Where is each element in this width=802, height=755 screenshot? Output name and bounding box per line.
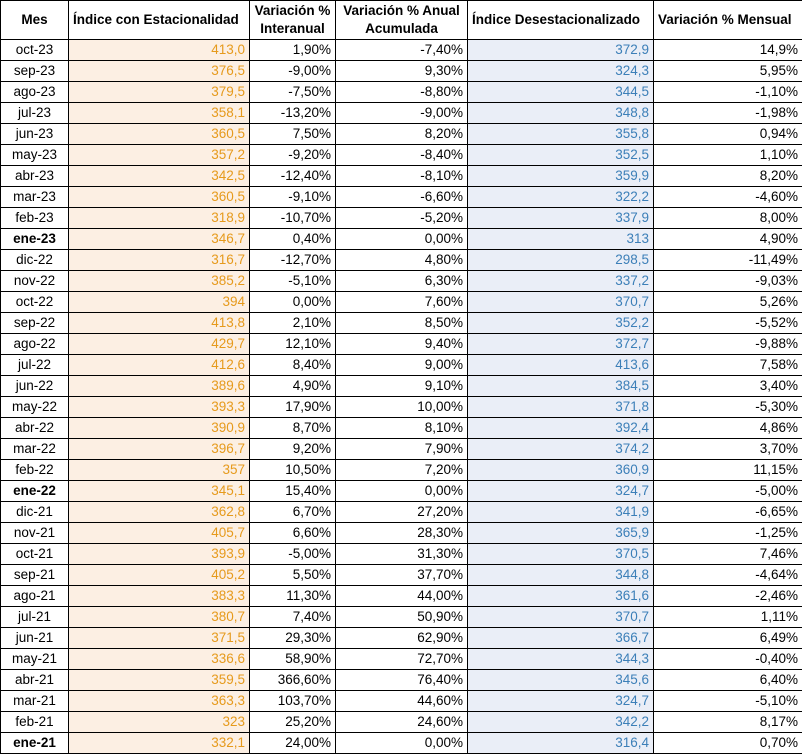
cell-mes[interactable]: oct-22	[1, 292, 69, 313]
table-row	[1, 733, 802, 754]
cell-desestacionalizado[interactable]: 365,9	[468, 523, 654, 544]
table-row	[1, 628, 802, 649]
cell-desestacionalizado[interactable]: 361,6	[468, 586, 654, 607]
cell-desestacionalizado[interactable]: 413,6	[468, 355, 654, 376]
cell-var-interanual[interactable]: -9,10%	[250, 187, 336, 208]
cell-indice[interactable]: 323	[69, 712, 250, 733]
cell-indice[interactable]: 385,2	[69, 271, 250, 292]
cell-indice[interactable]: 405,2	[69, 565, 250, 586]
cell-var-mensual[interactable]: 7,58%	[654, 355, 802, 376]
cell-var-mensual[interactable]: 11,15%	[654, 460, 802, 481]
cell-var-interanual[interactable]: 25,20%	[250, 712, 336, 733]
cell-var-mensual[interactable]: -6,65%	[654, 502, 802, 523]
cell-var-acumulada[interactable]: 50,90%	[336, 607, 468, 628]
cell-var-acumulada[interactable]: 7,60%	[336, 292, 468, 313]
cell-mes[interactable]: abr-21	[1, 670, 69, 691]
cell-var-interanual[interactable]: 2,10%	[250, 313, 336, 334]
cell-indice[interactable]: 376,5	[69, 61, 250, 82]
header-indice[interactable]: Índice con Estacionalidad	[69, 1, 250, 40]
cell-var-interanual[interactable]: 8,40%	[250, 355, 336, 376]
cell-var-mensual[interactable]: 1,10%	[654, 145, 802, 166]
cell-mes[interactable]: jul-21	[1, 607, 69, 628]
cell-var-mensual[interactable]: 14,9%	[654, 40, 802, 61]
cell-var-mensual[interactable]: 8,20%	[654, 166, 802, 187]
cell-mes[interactable]: abr-22	[1, 418, 69, 439]
cell-var-mensual[interactable]: 3,40%	[654, 376, 802, 397]
cell-desestacionalizado[interactable]: 344,3	[468, 649, 654, 670]
cell-desestacionalizado[interactable]: 360,9	[468, 460, 654, 481]
cell-desestacionalizado[interactable]: 384,5	[468, 376, 654, 397]
cell-desestacionalizado[interactable]: 345,6	[468, 670, 654, 691]
cell-var-interanual[interactable]: 7,50%	[250, 124, 336, 145]
cell-var-mensual[interactable]: -9,03%	[654, 271, 802, 292]
cell-var-acumulada[interactable]: 31,30%	[336, 544, 468, 565]
table-row	[1, 481, 802, 502]
cell-var-mensual[interactable]: 4,90%	[654, 229, 802, 250]
cell-var-acumulada[interactable]: 28,30%	[336, 523, 468, 544]
cell-var-mensual[interactable]: 4,86%	[654, 418, 802, 439]
cell-var-mensual[interactable]: 5,26%	[654, 292, 802, 313]
cell-indice[interactable]: 371,5	[69, 628, 250, 649]
cell-mes[interactable]: sep-21	[1, 565, 69, 586]
table-row	[1, 124, 802, 145]
cell-indice[interactable]: 332,1	[69, 733, 250, 754]
table-row	[1, 460, 802, 481]
cell-indice[interactable]: 358,1	[69, 103, 250, 124]
cell-desestacionalizado[interactable]: 392,4	[468, 418, 654, 439]
cell-indice[interactable]: 357	[69, 460, 250, 481]
cell-desestacionalizado[interactable]: 341,9	[468, 502, 654, 523]
cell-desestacionalizado[interactable]: 348,8	[468, 103, 654, 124]
cell-var-acumulada[interactable]: 8,50%	[336, 313, 468, 334]
cell-var-interanual[interactable]: -7,50%	[250, 82, 336, 103]
cell-var-interanual[interactable]: -10,70%	[250, 208, 336, 229]
cell-mes[interactable]: jun-23	[1, 124, 69, 145]
cell-var-interanual[interactable]: 9,20%	[250, 439, 336, 460]
cell-mes[interactable]: mar-23	[1, 187, 69, 208]
cell-indice[interactable]: 412,6	[69, 355, 250, 376]
table-row	[1, 103, 802, 124]
cell-desestacionalizado[interactable]: 371,8	[468, 397, 654, 418]
cell-desestacionalizado[interactable]: 352,5	[468, 145, 654, 166]
cell-desestacionalizado[interactable]: 370,7	[468, 292, 654, 313]
cell-var-interanual[interactable]: 4,90%	[250, 376, 336, 397]
cell-var-mensual[interactable]: -1,98%	[654, 103, 802, 124]
cell-desestacionalizado[interactable]: 374,2	[468, 439, 654, 460]
cell-var-interanual[interactable]: 8,70%	[250, 418, 336, 439]
cell-var-mensual[interactable]: -9,88%	[654, 334, 802, 355]
cell-var-interanual[interactable]: 17,90%	[250, 397, 336, 418]
cell-indice[interactable]: 346,7	[69, 229, 250, 250]
cell-var-interanual[interactable]: 0,00%	[250, 292, 336, 313]
cell-mes[interactable]: may-22	[1, 397, 69, 418]
table-row	[1, 607, 802, 628]
cell-desestacionalizado[interactable]: 352,2	[468, 313, 654, 334]
cell-mes[interactable]: nov-22	[1, 271, 69, 292]
cell-var-interanual[interactable]: 7,40%	[250, 607, 336, 628]
cell-var-interanual[interactable]: 12,10%	[250, 334, 336, 355]
cell-var-acumulada[interactable]: -8,10%	[336, 166, 468, 187]
table-row	[1, 61, 802, 82]
cell-mes[interactable]: ago-22	[1, 334, 69, 355]
cell-var-interanual[interactable]: 1,90%	[250, 40, 336, 61]
cell-mes[interactable]: mar-21	[1, 691, 69, 712]
cell-mes[interactable]: jun-21	[1, 628, 69, 649]
cell-mes[interactable]: oct-23	[1, 40, 69, 61]
cell-mes[interactable]: dic-21	[1, 502, 69, 523]
cell-var-interanual[interactable]: 58,90%	[250, 649, 336, 670]
table-row	[1, 523, 802, 544]
cell-var-mensual[interactable]: -5,30%	[654, 397, 802, 418]
cell-indice[interactable]: 362,8	[69, 502, 250, 523]
cell-var-acumulada[interactable]: 7,20%	[336, 460, 468, 481]
cell-var-interanual[interactable]: 0,40%	[250, 229, 336, 250]
cell-mes[interactable]: ene-23	[1, 229, 69, 250]
cell-var-interanual[interactable]: 103,70%	[250, 691, 336, 712]
cell-mes[interactable]: nov-21	[1, 523, 69, 544]
cell-var-acumulada[interactable]: -6,60%	[336, 187, 468, 208]
cell-var-acumulada[interactable]: -5,20%	[336, 208, 468, 229]
table-row	[1, 376, 802, 397]
table-body	[1, 40, 802, 754]
cell-var-interanual[interactable]: -9,20%	[250, 145, 336, 166]
cell-var-mensual[interactable]: -5,52%	[654, 313, 802, 334]
table-row	[1, 544, 802, 565]
cell-indice[interactable]: 380,7	[69, 607, 250, 628]
cell-var-acumulada[interactable]: 9,40%	[336, 334, 468, 355]
cell-indice[interactable]: 405,7	[69, 523, 250, 544]
cell-var-acumulada[interactable]: 9,10%	[336, 376, 468, 397]
cell-indice[interactable]: 379,5	[69, 82, 250, 103]
cell-var-interanual[interactable]: -5,10%	[250, 271, 336, 292]
cell-var-interanual[interactable]: 6,60%	[250, 523, 336, 544]
cell-indice[interactable]: 360,5	[69, 187, 250, 208]
cell-mes[interactable]: ago-23	[1, 82, 69, 103]
table-row	[1, 40, 802, 61]
cell-desestacionalizado[interactable]: 355,8	[468, 124, 654, 145]
table-row	[1, 208, 802, 229]
table-row	[1, 187, 802, 208]
cell-var-interanual[interactable]: -13,20%	[250, 103, 336, 124]
cell-indice[interactable]: 336,6	[69, 649, 250, 670]
table-row	[1, 418, 802, 439]
table-row	[1, 166, 802, 187]
cell-var-acumulada[interactable]: 0,00%	[336, 481, 468, 502]
cell-var-mensual[interactable]: 6,40%	[654, 670, 802, 691]
cell-mes[interactable]: may-21	[1, 649, 69, 670]
cell-var-mensual[interactable]: 8,17%	[654, 712, 802, 733]
cell-var-acumulada[interactable]: 4,80%	[336, 250, 468, 271]
cell-var-mensual[interactable]: 5,95%	[654, 61, 802, 82]
cell-var-acumulada[interactable]: 0,00%	[336, 733, 468, 754]
header-mes[interactable]: Mes	[1, 1, 69, 40]
cell-var-interanual[interactable]: 6,70%	[250, 502, 336, 523]
cell-mes[interactable]: feb-22	[1, 460, 69, 481]
table-row	[1, 355, 802, 376]
cell-var-mensual[interactable]: -0,40%	[654, 649, 802, 670]
cell-mes[interactable]: feb-23	[1, 208, 69, 229]
cell-mes[interactable]: jul-22	[1, 355, 69, 376]
cell-indice[interactable]: 360,5	[69, 124, 250, 145]
cell-var-interanual[interactable]: -12,40%	[250, 166, 336, 187]
cell-indice[interactable]: 345,1	[69, 481, 250, 502]
cell-var-acumulada[interactable]: 9,00%	[336, 355, 468, 376]
table-row	[1, 502, 802, 523]
cell-indice[interactable]: 393,3	[69, 397, 250, 418]
cell-indice[interactable]: 394	[69, 292, 250, 313]
cell-indice[interactable]: 316,7	[69, 250, 250, 271]
cell-var-acumulada[interactable]: 9,30%	[336, 61, 468, 82]
cell-indice[interactable]: 363,3	[69, 691, 250, 712]
table-row	[1, 82, 802, 103]
header-desestacionalizado[interactable]: Índice Desestacionalizado	[468, 1, 654, 40]
cell-var-interanual[interactable]: 11,30%	[250, 586, 336, 607]
cell-var-mensual[interactable]: 3,70%	[654, 439, 802, 460]
cell-var-interanual[interactable]: 15,40%	[250, 481, 336, 502]
cell-desestacionalizado[interactable]: 337,9	[468, 208, 654, 229]
cell-indice[interactable]: 413,0	[69, 40, 250, 61]
cell-indice[interactable]: 396,7	[69, 439, 250, 460]
header-var-acumulada[interactable]: Variación % Anual Acumulada	[336, 1, 468, 40]
cell-var-mensual[interactable]: -1,25%	[654, 523, 802, 544]
table-row	[1, 397, 802, 418]
cell-var-acumulada[interactable]: -9,00%	[336, 103, 468, 124]
table-row	[1, 334, 802, 355]
cell-var-mensual[interactable]: 1,11%	[654, 607, 802, 628]
header-var-interanual[interactable]: Variación % Interanual	[250, 1, 336, 40]
cell-var-mensual[interactable]: 0,70%	[654, 733, 802, 754]
cell-desestacionalizado[interactable]: 372,7	[468, 334, 654, 355]
cell-indice[interactable]: 359,5	[69, 670, 250, 691]
cell-desestacionalizado[interactable]: 344,5	[468, 82, 654, 103]
cell-var-acumulada[interactable]: 8,20%	[336, 124, 468, 145]
cell-var-acumulada[interactable]: 37,70%	[336, 565, 468, 586]
cell-var-acumulada[interactable]: 0,00%	[336, 229, 468, 250]
cell-var-interanual[interactable]: 24,00%	[250, 733, 336, 754]
cell-indice[interactable]: 390,9	[69, 418, 250, 439]
cell-var-acumulada[interactable]: 44,00%	[336, 586, 468, 607]
cell-mes[interactable]: oct-21	[1, 544, 69, 565]
cell-desestacionalizado[interactable]: 324,7	[468, 691, 654, 712]
cell-var-mensual[interactable]: -5,10%	[654, 691, 802, 712]
cell-var-mensual[interactable]: 8,00%	[654, 208, 802, 229]
cell-indice[interactable]: 318,9	[69, 208, 250, 229]
cell-indice[interactable]: 393,9	[69, 544, 250, 565]
table-header	[1, 1, 802, 40]
cell-desestacionalizado[interactable]: 372,9	[468, 40, 654, 61]
cell-desestacionalizado[interactable]: 359,9	[468, 166, 654, 187]
table-row	[1, 250, 802, 271]
cell-var-interanual[interactable]: -5,00%	[250, 544, 336, 565]
cell-var-acumulada[interactable]: 7,90%	[336, 439, 468, 460]
cell-var-acumulada[interactable]: 10,00%	[336, 397, 468, 418]
cell-desestacionalizado[interactable]: 342,2	[468, 712, 654, 733]
cell-var-mensual[interactable]: -11,49%	[654, 250, 802, 271]
cell-mes[interactable]: ene-21	[1, 733, 69, 754]
cell-var-acumulada[interactable]: 6,30%	[336, 271, 468, 292]
cell-var-acumulada[interactable]: -8,40%	[336, 145, 468, 166]
cell-indice[interactable]: 389,6	[69, 376, 250, 397]
cell-var-acumulada[interactable]: -8,80%	[336, 82, 468, 103]
cell-var-mensual[interactable]: -4,60%	[654, 187, 802, 208]
cell-var-mensual[interactable]: -1,10%	[654, 82, 802, 103]
cell-var-mensual[interactable]: -5,00%	[654, 481, 802, 502]
cell-desestacionalizado[interactable]: 337,2	[468, 271, 654, 292]
cell-mes[interactable]: jun-22	[1, 376, 69, 397]
cell-var-mensual[interactable]: -2,46%	[654, 586, 802, 607]
cell-desestacionalizado[interactable]: 313	[468, 229, 654, 250]
table-row	[1, 229, 802, 250]
cell-mes[interactable]: ago-21	[1, 586, 69, 607]
cell-var-acumulada[interactable]: 27,20%	[336, 502, 468, 523]
table-row	[1, 586, 802, 607]
cell-indice[interactable]: 413,8	[69, 313, 250, 334]
cell-mes[interactable]: mar-22	[1, 439, 69, 460]
cell-desestacionalizado[interactable]: 324,3	[468, 61, 654, 82]
cell-var-acumulada[interactable]: 62,90%	[336, 628, 468, 649]
cell-var-mensual[interactable]: 7,46%	[654, 544, 802, 565]
table-row	[1, 670, 802, 691]
cell-mes[interactable]: ene-22	[1, 481, 69, 502]
cell-var-acumulada[interactable]: 8,10%	[336, 418, 468, 439]
cell-desestacionalizado[interactable]: 370,5	[468, 544, 654, 565]
cell-desestacionalizado[interactable]: 344,8	[468, 565, 654, 586]
cell-desestacionalizado[interactable]: 298,5	[468, 250, 654, 271]
cell-var-mensual[interactable]: -4,64%	[654, 565, 802, 586]
cell-var-acumulada[interactable]: 44,60%	[336, 691, 468, 712]
cell-var-interanual[interactable]: -9,00%	[250, 61, 336, 82]
table-row	[1, 271, 802, 292]
cell-desestacionalizado[interactable]: 366,7	[468, 628, 654, 649]
cell-indice[interactable]: 357,2	[69, 145, 250, 166]
header-var-mensual[interactable]: Variación % Mensual	[654, 1, 802, 40]
cell-var-interanual[interactable]: 5,50%	[250, 565, 336, 586]
table-row	[1, 691, 802, 712]
cell-var-acumulada[interactable]: 24,60%	[336, 712, 468, 733]
cell-var-mensual[interactable]: 0,94%	[654, 124, 802, 145]
table-row	[1, 439, 802, 460]
cell-desestacionalizado[interactable]: 370,7	[468, 607, 654, 628]
cell-indice[interactable]: 429,7	[69, 334, 250, 355]
cell-mes[interactable]: sep-23	[1, 61, 69, 82]
cell-desestacionalizado[interactable]: 316,4	[468, 733, 654, 754]
cell-mes[interactable]: feb-21	[1, 712, 69, 733]
cell-var-acumulada[interactable]: -7,40%	[336, 40, 468, 61]
cell-var-interanual[interactable]: 366,60%	[250, 670, 336, 691]
header-row	[1, 1, 802, 40]
cell-mes[interactable]: dic-22	[1, 250, 69, 271]
cell-var-interanual[interactable]: 10,50%	[250, 460, 336, 481]
cell-indice[interactable]: 342,5	[69, 166, 250, 187]
cell-var-acumulada[interactable]: 76,40%	[336, 670, 468, 691]
table-row	[1, 565, 802, 586]
cell-desestacionalizado[interactable]: 324,7	[468, 481, 654, 502]
cell-var-interanual[interactable]: -12,70%	[250, 250, 336, 271]
table-row	[1, 145, 802, 166]
cell-mes[interactable]: may-23	[1, 145, 69, 166]
cell-mes[interactable]: sep-22	[1, 313, 69, 334]
cell-mes[interactable]: jul-23	[1, 103, 69, 124]
cell-mes[interactable]: abr-23	[1, 166, 69, 187]
table-row	[1, 313, 802, 334]
cell-var-interanual[interactable]: 29,30%	[250, 628, 336, 649]
cell-var-acumulada[interactable]: 72,70%	[336, 649, 468, 670]
cell-var-mensual[interactable]: 6,49%	[654, 628, 802, 649]
table-row	[1, 649, 802, 670]
cell-indice[interactable]: 383,3	[69, 586, 250, 607]
cell-desestacionalizado[interactable]: 322,2	[468, 187, 654, 208]
table-row	[1, 292, 802, 313]
table-row	[1, 712, 802, 733]
